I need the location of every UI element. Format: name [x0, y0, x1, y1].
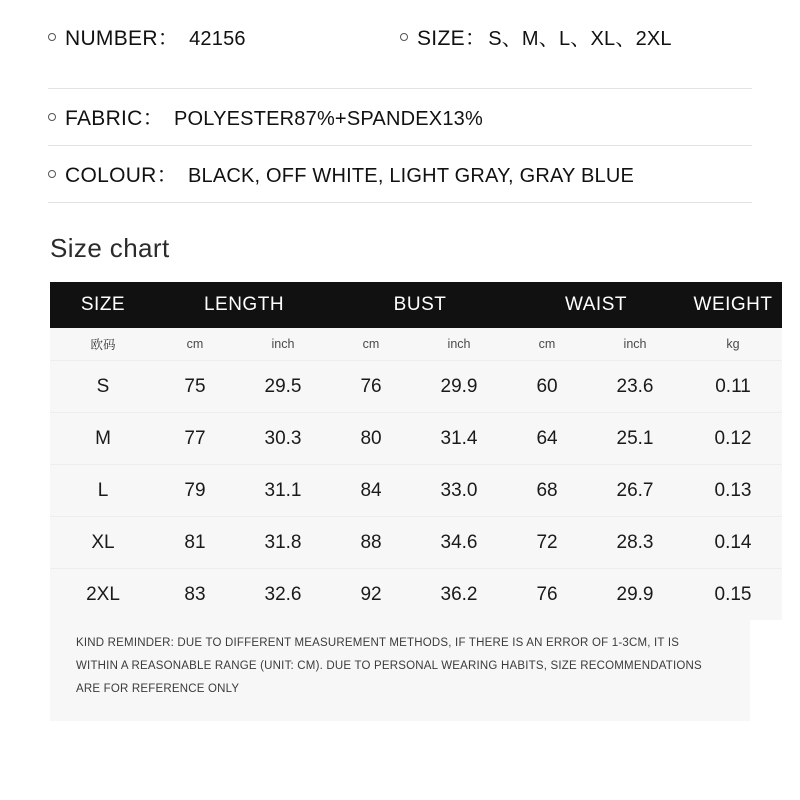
cell-weight-kg: 0.12	[684, 413, 782, 465]
cell-waist-cm: 60	[508, 361, 586, 413]
spec-label-size: SIZE：	[417, 27, 487, 50]
unit-bust-inch: inch	[410, 328, 508, 361]
unit-length-inch: inch	[234, 328, 332, 361]
size-chart-table-wrap	[50, 282, 773, 721]
cell-bust-cm: 92	[360, 583, 382, 605]
spec-value-colour: BLACK, OFF WHITE, LIGHT GRAY, GRAY BLUE	[187, 165, 635, 187]
cell-length-inch: 31.8	[234, 517, 332, 569]
spec-item-size	[400, 22, 752, 52]
size-chart-table	[50, 282, 782, 620]
unit-waist-cm: cm	[508, 328, 586, 361]
cell-length-cm: 75	[156, 361, 234, 413]
table-header-length: LENGTH	[156, 282, 332, 328]
spec-row-colour	[48, 146, 752, 203]
cell-size: S	[50, 361, 156, 413]
cell-weight-kg: 0.11	[684, 361, 782, 413]
cell-waist-cm: 72	[508, 517, 586, 569]
cell-bust-cm: 76	[332, 361, 410, 413]
table-row	[50, 517, 782, 569]
cell-bust-cm: 80	[332, 413, 410, 465]
cell-length-cm: 79	[156, 465, 234, 517]
cell-weight-kg: 0.14	[684, 517, 782, 569]
cell-bust-cm: 84	[332, 465, 410, 517]
unit-size: 欧码	[50, 328, 156, 361]
bullet-icon	[48, 33, 56, 41]
unit-bust-cm: cm	[332, 328, 410, 361]
table-row	[50, 413, 782, 465]
bullet-icon	[400, 33, 408, 41]
spec-item-number	[48, 22, 400, 52]
cell-size: XL	[50, 517, 156, 569]
cell-length-cm: 83	[184, 583, 206, 605]
cell-waist-inch: 25.1	[586, 413, 684, 465]
table-units-row	[50, 328, 782, 361]
spec-label-colour: COLOUR：	[65, 164, 178, 187]
spec-item-colour	[48, 159, 634, 189]
cell-length-inch: 29.5	[234, 361, 332, 413]
cell-length-cm: 81	[156, 517, 234, 569]
cell-waist-cm: 76	[536, 583, 558, 605]
table-header-bust: BUST	[332, 282, 508, 328]
bullet-icon	[48, 170, 56, 178]
spec-item-fabric	[48, 102, 483, 132]
spec-label-fabric: FABRIC：	[65, 107, 164, 130]
cell-bust-inch: 36.2	[440, 583, 478, 605]
table-body	[50, 328, 782, 620]
spec-label-number: NUMBER：	[65, 27, 180, 50]
cell-weight-kg: 0.13	[684, 465, 782, 517]
cell-waist-cm: 64	[508, 413, 586, 465]
cell-bust-cm: 88	[332, 517, 410, 569]
spec-value-fabric: POLYESTER87%+SPANDEX13%	[173, 108, 483, 130]
unit-waist-inch: inch	[586, 328, 684, 361]
cell-waist-inch: 23.6	[586, 361, 684, 413]
cell-bust-inch: 34.6	[410, 517, 508, 569]
cell-length-inch: 31.1	[234, 465, 332, 517]
cell-length-cm: 77	[156, 413, 234, 465]
cell-waist-inch: 29.9	[616, 583, 654, 605]
cell-size: L	[50, 465, 156, 517]
table-header-size: SIZE	[50, 282, 156, 328]
table-header-weight: WEIGHT	[684, 282, 782, 328]
table-row	[50, 569, 782, 621]
cell-bust-inch: 29.9	[410, 361, 508, 413]
cell-waist-cm: 68	[508, 465, 586, 517]
cell-length-inch: 30.3	[234, 413, 332, 465]
spec-value-number: 42156	[189, 28, 246, 50]
spec-row-number-size	[48, 0, 752, 89]
spec-value-size: S、M、L、XL、2XL	[488, 28, 672, 50]
unit-length-cm: cm	[156, 328, 234, 361]
cell-weight-kg: 0.15	[714, 583, 752, 605]
cell-waist-inch: 26.7	[586, 465, 684, 517]
bullet-icon	[48, 113, 56, 121]
cell-length-inch: 32.6	[264, 583, 302, 605]
size-chart-note: KIND REMINDER: DUE TO DIFFERENT MEASUREMENT METHODS, IF THERE IS AN ERROR OF 1-3CM, IT IS WITHIN A REASONABLE RANGE (UNIT: CM). DUE TO PERSONAL WEARING HABITS, SIZE RECOMMENDATIONS ARE FOR REFERENCE ONLY	[50, 620, 750, 721]
table-header-waist: WAIST	[508, 282, 684, 328]
cell-size: 2XL	[86, 583, 120, 605]
table-row	[50, 361, 782, 413]
cell-waist-inch: 28.3	[586, 517, 684, 569]
table-header-row	[50, 282, 782, 328]
cell-bust-inch: 31.4	[410, 413, 508, 465]
spec-row-fabric	[48, 89, 752, 146]
table-head	[50, 282, 782, 328]
size-chart-title: Size chart	[50, 233, 170, 263]
table-row	[50, 465, 782, 517]
cell-size: M	[50, 413, 156, 465]
cell-bust-inch: 33.0	[410, 465, 508, 517]
unit-weight-kg: kg	[684, 328, 782, 361]
